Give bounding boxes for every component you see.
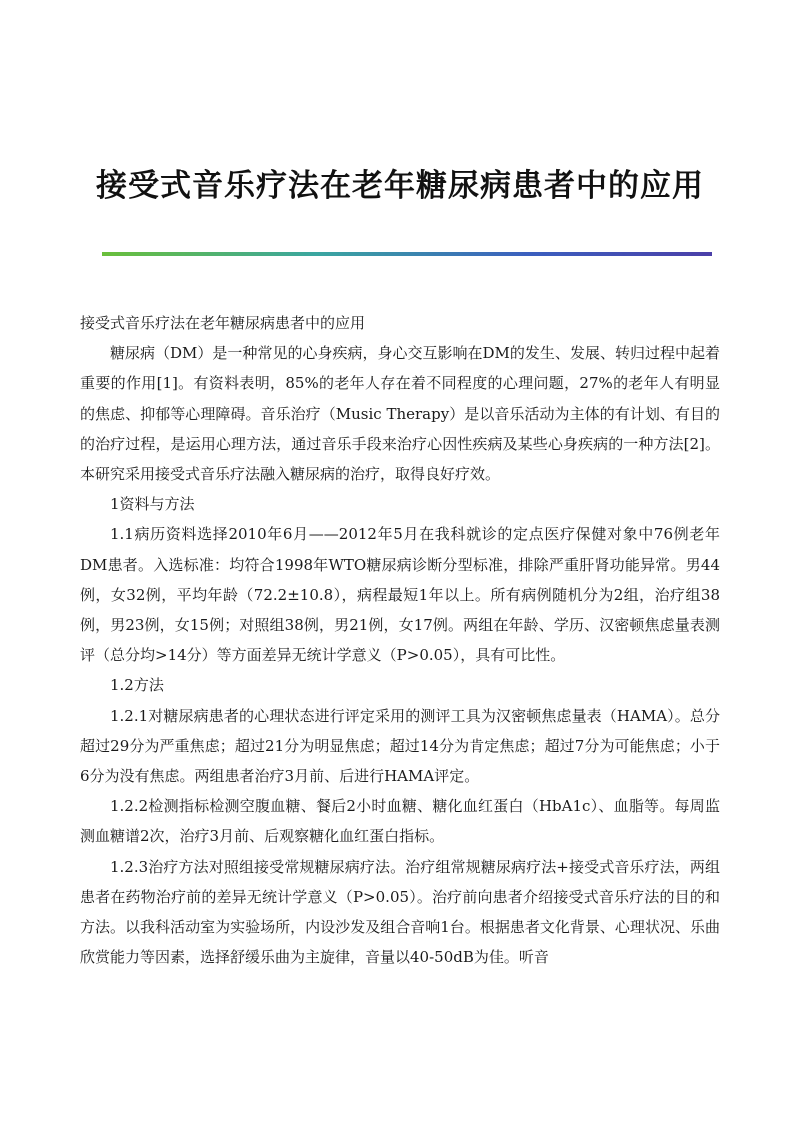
section-heading-methods: 1.2方法 [110, 676, 164, 695]
document-subtitle: 接受式音乐疗法在老年糖尿病患者中的应用 [80, 314, 366, 332]
paragraph-indicators: 1.2.2检测指标检测空腹血糖、餐后2小时血糖、糖化血红蛋白（HbA1c）、血脂等。每周监测血糖谱2次，治疗3月前、后观察糖化血红蛋白指标。 [80, 797, 720, 846]
paragraph-assessment: 1.2.1对糖尿病患者的心理状态进行评定采用的测评工具为汉密顿焦虑量表（HAMA）。总分超过29分为严重焦虑；超过21分为明显焦虑；超过14分为肯定焦虑；超过7分为可能焦虑；小于6分为没有焦虑。两组患者治疗3月前、后进行HAMA评定。 [80, 706, 720, 786]
section-heading-materials-methods: 1资料与方法 [110, 495, 195, 514]
paragraph-case-data: 1.1病历资料选择2010年6月——2012年5月在我科就诊的定点医疗保健对象中76例老年DM患者。入选标准：均符合1998年WTO糖尿病诊断分型标准，排除严重肝肾功能异常。男44例，女32例，平均年龄（72.2±10.8），病程最短1年以上。所有病例随机分为2组，治疗组38例，男23例，女15例；对照组38例，男21例，女17例。两组在年龄、学历、汉密顿焦虑量表测评（总分均>14分）等方面差异无统计学意义（P>0.05），具有可比性。 [80, 525, 720, 665]
document-body [80, 308, 720, 972]
paragraph-intro: 糖尿病（DM）是一种常见的心身疾病，身心交互影响在DM的发生、发展、转归过程中起着重要的作用[1]。有资料表明，85%的老年人存在着不同程度的心理问题，27%的老年人有明显的焦虑、抑郁等心理障碍。音乐治疗（Music Therapy）是以音乐活动为主体的有计划、有目的的治疗过程，是运用心理方法，通过音乐手段来治疗心因性疾病及某些心身疾病的一种方法[2]。本研究采用接受式音乐疗法融入糖尿病的治疗，取得良好疗效。 [80, 344, 720, 484]
page-title: 接受式音乐疗法在老年糖尿病患者中的应用 [96, 168, 704, 204]
title-divider [102, 252, 712, 256]
paragraph-treatment: 1.2.3治疗方法对照组接受常规糖尿病疗法。治疗组常规糖尿病疗法+接受式音乐疗法，两组患者在药物治疗前的差异无统计学意义（P>0.05）。治疗前向患者介绍接受式音乐疗法的目的和方法。以我科活动室为实验场所，内设沙发及组合音响1台。根据患者文化背景、心理状况、乐曲欣赏能力等因素，选择舒缓乐曲为主旋律，音量以40-50dB为佳。听音 [80, 857, 720, 967]
